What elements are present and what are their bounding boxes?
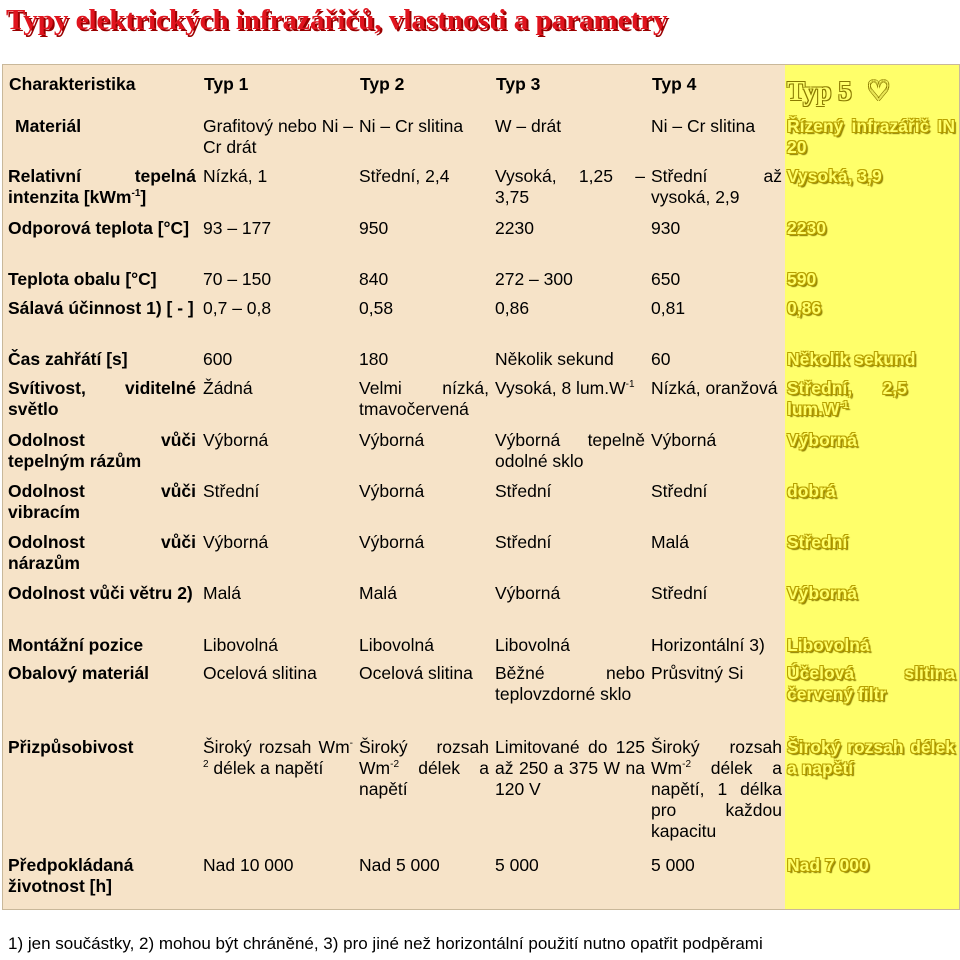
cell-heatup-time-type2: 180 — [359, 349, 389, 369]
cell-adaptability-type1-text: Široký rozsah Wm — [203, 737, 350, 757]
cell-envelope-material-type5: Účelová slitina červený filtr — [787, 663, 955, 704]
cell-luminosity-type2: Velmi nízká, tmavočervená — [359, 378, 489, 419]
cell-impact-type1: Výborná — [203, 532, 269, 552]
header-type3: Typ 3 — [496, 74, 541, 94]
cell-impact-type2: Výborná — [359, 532, 425, 552]
cell-adaptability-type2-rest: délek a napětí — [359, 758, 489, 799]
cell-envelope-material-type2: Ocelová slitina — [359, 663, 473, 683]
cell-thermal-shock-type5: Výborná — [787, 430, 858, 450]
header-type2: Typ 2 — [360, 74, 405, 94]
cell-wind-type5: Výborná — [787, 583, 858, 603]
cell-resistance-temp-type4: 930 — [651, 218, 681, 238]
row-label-vibration: Odolnost vůči vibracím — [8, 481, 196, 522]
row-label-heatup-time: Čas zahřátí [s] — [8, 349, 128, 369]
cell-envelope-temp-type2: 840 — [359, 269, 389, 289]
row-label-luminosity: Svítivost, viditelné světlo — [8, 378, 196, 419]
cell-vibration-type2: Výborná — [359, 481, 425, 501]
cell-heatup-time-type3: Několik sekund — [495, 349, 614, 369]
cell-lifetime-type2: Nad 5 000 — [359, 855, 440, 875]
row-label-intensity — [8, 166, 196, 208]
cell-vibration-type4: Střední — [651, 481, 708, 501]
cell-material-type1: Grafitový nebo Ni – Cr drát — [203, 116, 353, 157]
cell-luminosity-type5-text: Střední, 2,5 lum.W — [787, 378, 907, 419]
header-type5-label: Typ 5 — [787, 76, 852, 106]
cell-luminosity-type3 — [495, 378, 645, 399]
cell-intensity-type4: Střední až vysoká, 2,9 — [651, 166, 782, 207]
cell-heatup-time-type4: 60 — [651, 349, 671, 369]
cell-luminosity-type5-sup: -1 — [839, 400, 849, 412]
cell-impact-type3: Střední — [495, 532, 552, 552]
row-label-intensity-sup: -1 — [131, 188, 141, 200]
cell-wind-type1: Malá — [203, 583, 241, 603]
cell-mounting-type3: Libovolná — [495, 635, 570, 655]
cell-adaptability-type4 — [651, 737, 782, 842]
row-label-material: Materiál — [15, 116, 82, 136]
row-label-adaptability: Přizpůsobivost — [8, 737, 134, 757]
row-label-intensity-end: ] — [140, 187, 147, 207]
cell-luminosity-type4: Nízká, oranžová — [651, 378, 778, 398]
cell-adaptability-type1-sup: -2 — [203, 738, 353, 771]
cell-radiant-efficiency-type5: 0,86 — [787, 298, 822, 318]
row-label-intensity-text: Relativní tepelná intenzita [kWm — [8, 166, 196, 207]
cell-resistance-temp-type1: 93 – 177 — [203, 218, 272, 238]
row-label-envelope-material: Obalový materiál — [8, 663, 150, 683]
cell-intensity-type5: Vysoká, 3,9 — [787, 166, 882, 186]
cell-impact-type4: Malá — [651, 532, 689, 552]
cell-intensity-type2: Střední, 2,4 — [359, 166, 450, 186]
cell-envelope-temp-type3: 272 – 300 — [495, 269, 573, 289]
row-label-radiant-efficiency: Sálavá účinnost 1) [ - ] — [8, 298, 194, 318]
cell-impact-type5: Střední — [787, 532, 848, 552]
cell-envelope-material-type3: Běžné nebo teplovzdorné sklo — [495, 663, 645, 704]
cell-luminosity-type3-sup: -1 — [625, 379, 635, 391]
cell-lifetime-type1: Nad 10 000 — [203, 855, 294, 875]
cell-thermal-shock-type4: Výborná — [651, 430, 717, 450]
cell-vibration-type3: Střední — [495, 481, 552, 501]
cell-luminosity-type5 — [787, 378, 907, 420]
cell-adaptability-type3: Limitované do 125 až 250 a 375 W na 120 V — [495, 737, 645, 799]
cell-envelope-material-type1: Ocelová slitina — [203, 663, 317, 683]
cell-vibration-type5: dobrá — [787, 481, 836, 501]
cell-radiant-efficiency-type2: 0,58 — [359, 298, 394, 318]
cell-wind-type3: Výborná — [495, 583, 561, 603]
header-characteristic: Charakteristika — [9, 74, 136, 94]
cell-envelope-temp-type5: 590 — [787, 269, 817, 289]
cell-material-type4: Ni – Cr slitina — [651, 116, 756, 136]
header-type4: Typ 4 — [652, 74, 697, 94]
cell-wind-type2: Malá — [359, 583, 397, 603]
cell-adaptability-type1 — [203, 737, 353, 779]
heart-icon: ♡ — [866, 76, 891, 106]
cell-intensity-type3: Vysoká, 1,25 – 3,75 — [495, 166, 645, 207]
header-type5 — [787, 76, 937, 106]
cell-adaptability-type4-sup: -2 — [682, 759, 692, 771]
cell-radiant-efficiency-type3: 0,86 — [495, 298, 530, 318]
cell-adaptability-type4-rest: délek a napětí, 1 délka pro každou kapacitu — [651, 758, 782, 841]
cell-envelope-temp-type4: 650 — [651, 269, 681, 289]
parameters-table — [2, 64, 960, 910]
cell-adaptability-type2 — [359, 737, 489, 800]
cell-heatup-time-type5: Několik sekund — [787, 349, 916, 369]
cell-adaptability-type4-text: Široký rozsah Wm — [651, 737, 782, 778]
cell-intensity-type1: Nízká, 1 — [203, 166, 268, 186]
cell-adaptability-type5: Široký rozsah délek a napětí — [787, 737, 955, 778]
cell-mounting-type2: Libovolná — [359, 635, 434, 655]
cell-luminosity-type1: Žádná — [203, 378, 253, 398]
cell-material-type2: Ni – Cr slitina — [359, 116, 464, 136]
row-label-thermal-shock: Odolnost vůči tepelným rázům — [8, 430, 196, 471]
cell-envelope-material-type4: Průsvitný Si — [651, 663, 744, 683]
cell-luminosity-type3-text: Vysoká, 8 lum.W — [495, 378, 626, 398]
cell-adaptability-type2-text: Široký rozsah Wm — [359, 737, 489, 778]
cell-thermal-shock-type3: Výborná tepelně odolné sklo — [495, 430, 645, 471]
row-label-mounting: Montážní pozice — [8, 635, 144, 655]
cell-resistance-temp-type3: 2230 — [495, 218, 534, 238]
cell-heatup-time-type1: 600 — [203, 349, 233, 369]
cell-resistance-temp-type2: 950 — [359, 218, 389, 238]
cell-thermal-shock-type1: Výborná — [203, 430, 269, 450]
cell-radiant-efficiency-type1: 0,7 – 0,8 — [203, 298, 272, 318]
cell-mounting-type4: Horizontální 3) — [651, 635, 765, 655]
cell-mounting-type1: Libovolná — [203, 635, 278, 655]
row-label-wind: Odolnost vůči větru 2) — [8, 583, 193, 603]
row-label-impact: Odolnost vůči nárazům — [8, 532, 196, 573]
cell-vibration-type1: Střední — [203, 481, 260, 501]
cell-radiant-efficiency-type4: 0,81 — [651, 298, 686, 318]
cell-lifetime-type5: Nad 7 000 — [787, 855, 869, 875]
cell-thermal-shock-type2: Výborná — [359, 430, 425, 450]
footnote: 1) jen součástky, 2) mohou být chráněné, 3) pro jiné než horizontální použití nutno opatřit podpěrami — [8, 934, 763, 953]
page-title: Typy elektrických infrazářičů, vlastnosti a parametry — [6, 4, 668, 36]
header-type1: Typ 1 — [204, 74, 249, 94]
cell-envelope-temp-type1: 70 – 150 — [203, 269, 272, 289]
row-label-envelope-temp: Teplota obalu [°C] — [8, 269, 157, 289]
cell-material-type5: Řízený infrazářič IN 20 — [787, 116, 955, 157]
cell-wind-type4: Střední — [651, 583, 708, 603]
cell-resistance-temp-type5: 2230 — [787, 218, 826, 238]
row-label-resistance-temp: Odporová teplota [°C] — [8, 218, 190, 238]
row-label-lifetime: Předpokládaná životnost [h] — [8, 855, 134, 896]
cell-mounting-type5: Libovolná — [787, 635, 870, 655]
cell-adaptability-type1-rest: délek a napětí — [208, 758, 324, 778]
cell-lifetime-type3: 5 000 — [495, 855, 539, 875]
cell-adaptability-type2-sup: -2 — [390, 759, 400, 771]
cell-material-type3: W – drát — [495, 116, 562, 136]
cell-lifetime-type4: 5 000 — [651, 855, 695, 875]
